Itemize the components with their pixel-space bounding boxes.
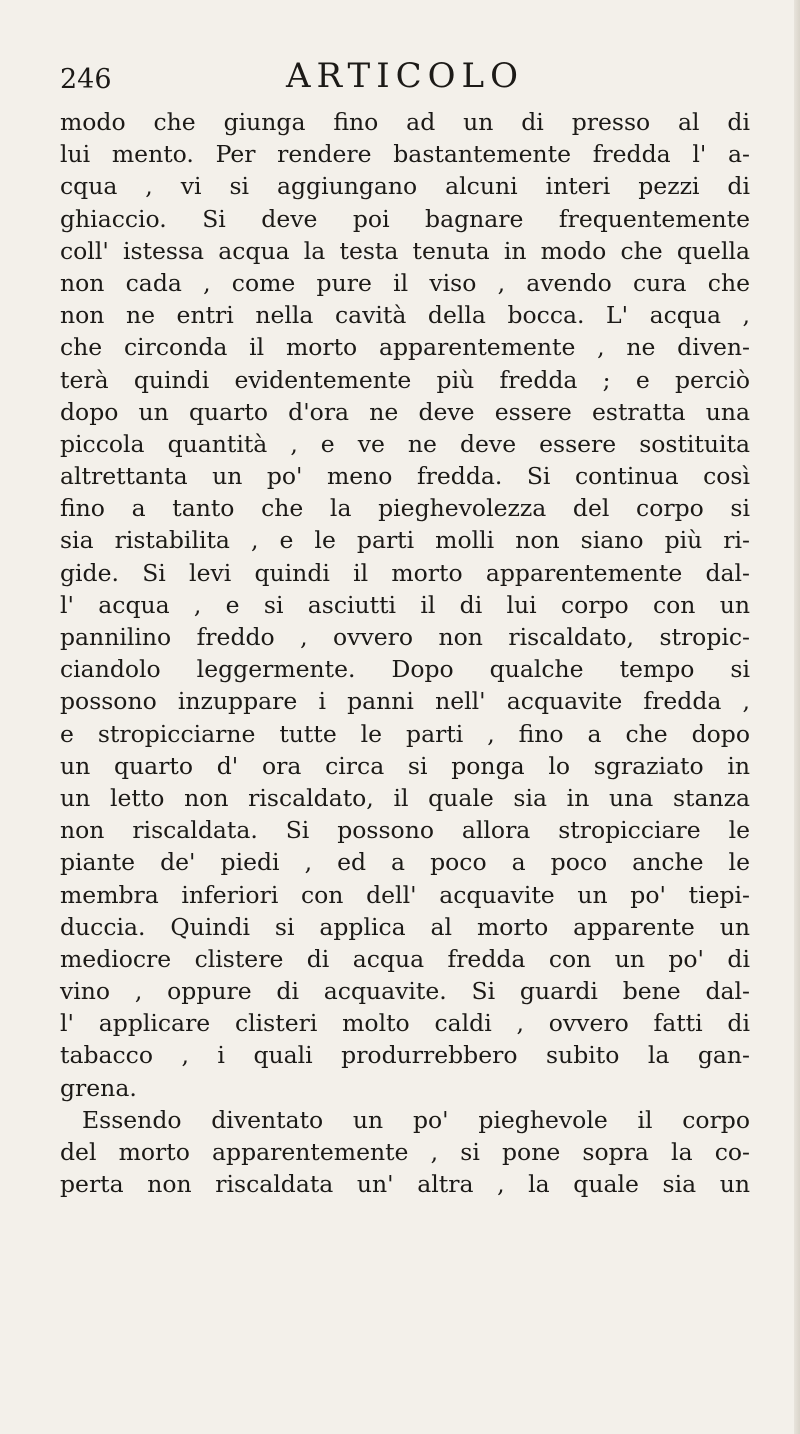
text-line: fino a tanto che la pieghevolezza del corpo si xyxy=(60,494,750,523)
text-line: non riscaldata. Si possono allora stropicciare le xyxy=(60,816,750,845)
text-line: dopo un quarto d'ora ne deve essere estratta una xyxy=(60,397,750,426)
text-line: pannilino freddo , ovvero non riscaldato, stropic- xyxy=(60,623,750,651)
text-line: mediocre clistere di acqua fredda con un po' di xyxy=(60,944,750,973)
text-line: grena. xyxy=(60,1073,137,1102)
text-line: cqua , vi si aggiungano alcuni interi pezzi di xyxy=(60,172,750,201)
text-line: l' acqua , e si asciutti il di lui corpo con un xyxy=(60,590,750,619)
text-line: perta non riscaldata un' altra , la quale sia un xyxy=(60,1170,750,1199)
text-line: coll' istessa acqua la testa tenuta in modo che quella xyxy=(60,236,750,265)
page-edge xyxy=(794,0,800,1434)
running-title: ARTICOLO xyxy=(285,56,524,96)
text-line: piante de' piedi , ed a poco a poco anche le xyxy=(60,848,750,877)
text-line: non ne entri nella cavità della bocca. L' acqua , xyxy=(60,301,750,330)
text-line: modo che giunga fino ad un di presso al di xyxy=(60,108,750,136)
text-line: sia ristabilita , e le parti molli non siano più ri- xyxy=(60,526,750,555)
text-line: ghiaccio. Si deve poi bagnare frequentemente xyxy=(60,204,750,233)
text-line: piccola quantità , e ve ne deve essere sostituita xyxy=(60,429,750,458)
text-line: lui mento. Per rendere bastantemente fredda l' a- xyxy=(60,140,750,169)
text-line: un quarto d' ora circa si ponga lo sgraziato in xyxy=(60,751,750,780)
text-line: ciandolo leggermente. Dopo qualche tempo si xyxy=(60,655,750,684)
text-line: un letto non riscaldato, il quale sia in una stanza xyxy=(60,783,750,812)
text-line: l' applicare clisteri molto caldi , ovvero fatti di xyxy=(60,1009,750,1038)
text-line: possono inzuppare i panni nell' acquavite fredda , xyxy=(60,687,750,716)
text-line: vino , oppure di acquavite. Si guardi bene dal- xyxy=(60,977,750,1006)
page-number: 246 xyxy=(60,64,112,95)
text-line: che circonda il morto apparentemente , ne diven- xyxy=(60,333,750,362)
text-line: duccia. Quindi si applica al morto apparente un xyxy=(60,912,750,941)
text-line: terà quindi evidentemente più fredda ; e perciò xyxy=(60,365,750,394)
text-line: gide. Si levi quindi il morto apparentemente dal- xyxy=(60,558,750,587)
text-line: non cada , come pure il viso , avendo cura che xyxy=(60,268,750,297)
text-line: e stropicciarne tutte le parti , fino a che dopo xyxy=(60,719,750,748)
page-header xyxy=(60,56,750,96)
body-text xyxy=(60,106,750,1200)
text-line: membra inferiori con dell' acquavite un po' tiepi- xyxy=(60,880,750,909)
text-line: altrettanta un po' meno fredda. Si continua così xyxy=(60,462,750,491)
text-line: Essendo diventato un po' pieghevole il corpo xyxy=(82,1105,750,1134)
text-line: tabacco , i quali produrrebbero subito la gan- xyxy=(60,1041,750,1070)
text-line: del morto apparentemente , si pone sopra la co- xyxy=(60,1138,750,1166)
